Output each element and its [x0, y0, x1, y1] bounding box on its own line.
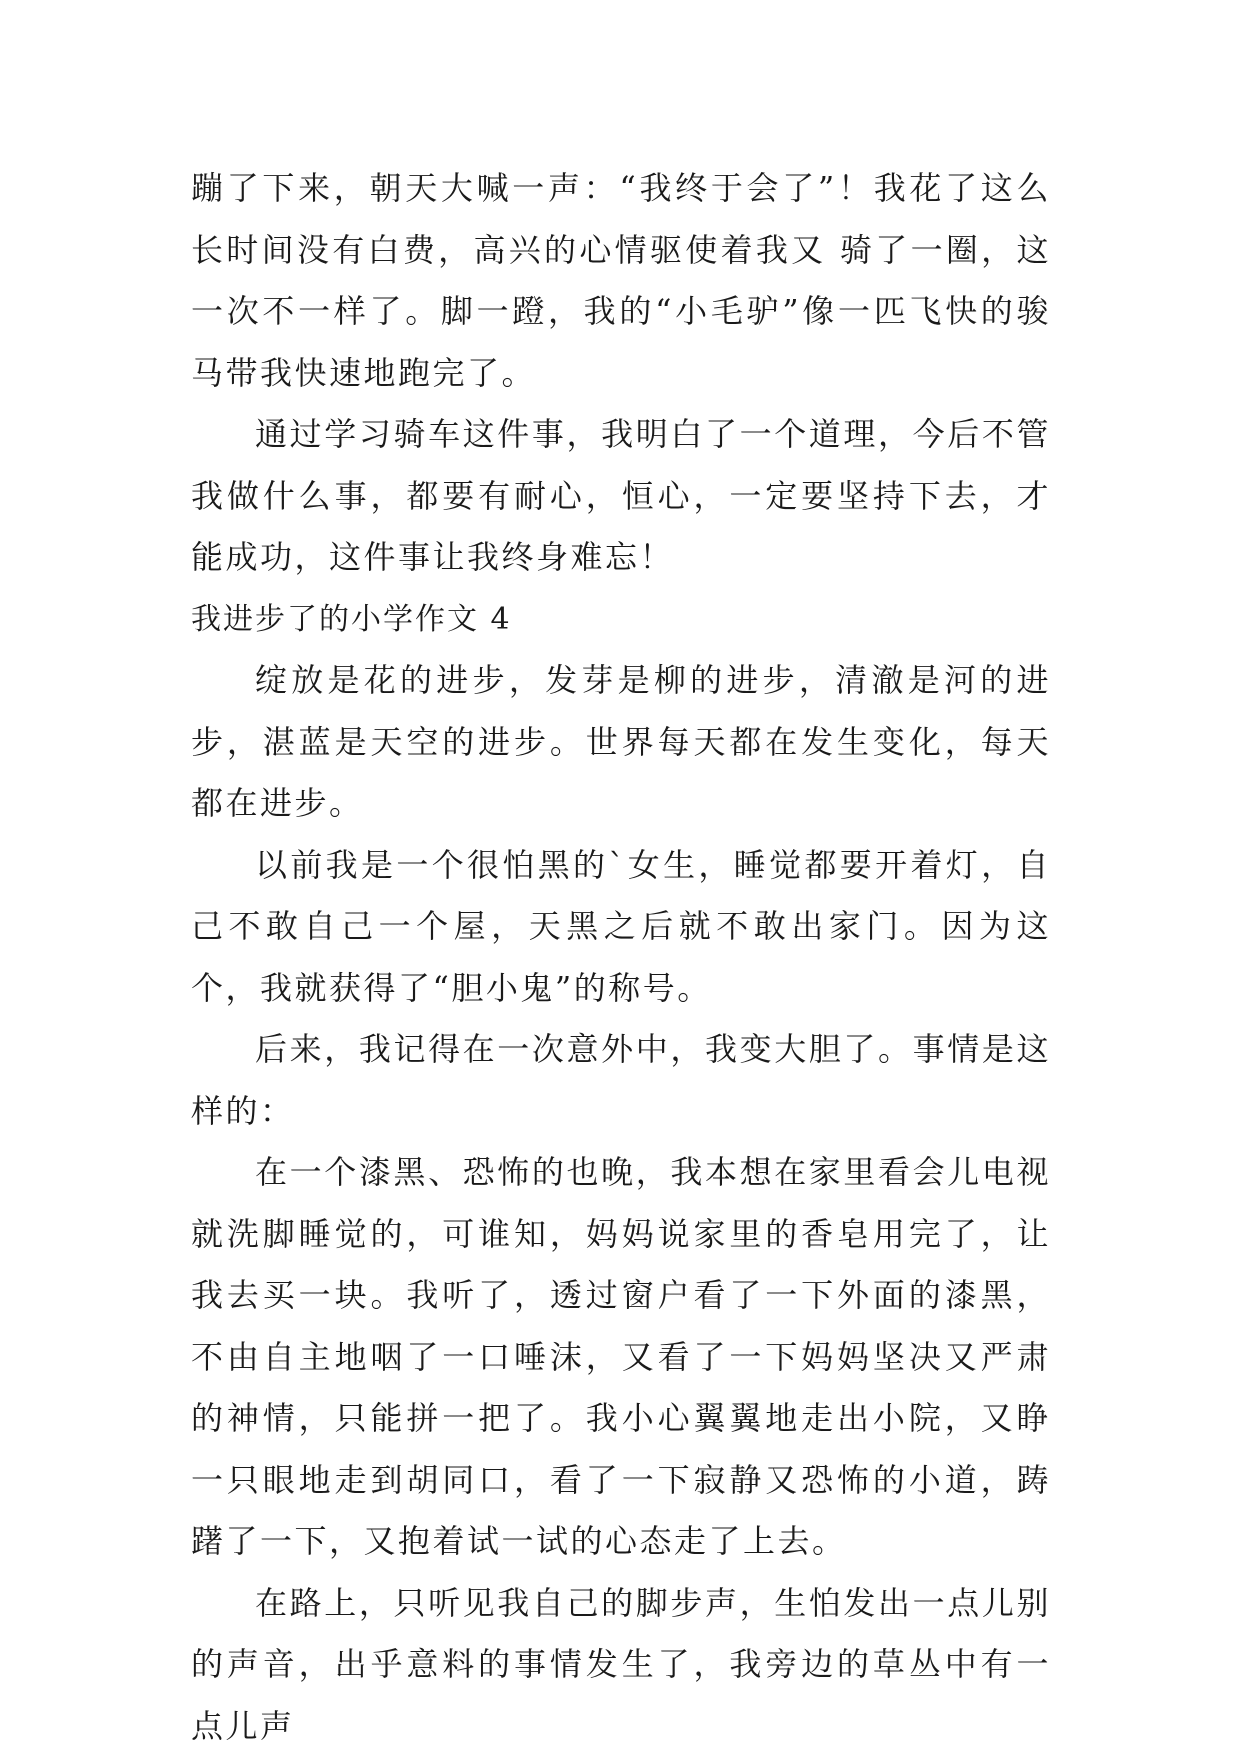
paragraph-5: 后来，我记得在一次意外中，我变大胆了。事情是这样的：: [191, 1019, 1051, 1142]
paragraph-7: 在路上，只听见我自己的脚步声，生怕发出一点儿别的声音，出乎意料的事情发生了，我旁边的草丛中有一点儿声: [191, 1573, 1051, 1757]
paragraph-4: 以前我是一个很怕黑的`女生，睡觉都要开着灯，自己不敢自己一个屋，天黑之后就不敢出家门。因为这个，我就获得了“胆小鬼”的称号。: [191, 835, 1051, 1020]
paragraph-1: 蹦了下来，朝天大喊一声：“我终于会了”！我花了这么长时间没有白费，高兴的心情驱使着我又 骑了一圈，这一次不一样了。脚一蹬，我的“小毛驴”像一匹飞快的骏马带我快速地跑完了。: [191, 158, 1051, 404]
paragraph-2: 通过学习骑车这件事，我明白了一个道理，今后不管我做什么事，都要有耐心，恒心，一定要坚持下去，才能成功，这件事让我终身难忘！: [191, 404, 1051, 589]
text-column: [191, 158, 1051, 1757]
paragraph-3: 绽放是花的进步，发芽是柳的进步，清澈是河的进步，湛蓝是天空的进步。世界每天都在发生变化，每天都在进步。: [191, 650, 1051, 835]
paragraph-6: 在一个漆黑、恐怖的也晚，我本想在家里看会儿电视就洗脚睡觉的，可谁知，妈妈说家里的香皂用完了，让我去买一块。我听了，透过窗户看了一下外面的漆黑，不由自主地咽了一口唾沫，又看了一下妈妈坚决又严肃的神情，只能拼一把了。我小心翼翼地走出小院，又睁一只眼地走到胡同口，看了一下寂静又恐怖的小道，踌躇了一下，又抱着试一试的心态走了上去。: [191, 1142, 1051, 1573]
section-heading: 我进步了的小学作文 4: [191, 589, 1051, 651]
